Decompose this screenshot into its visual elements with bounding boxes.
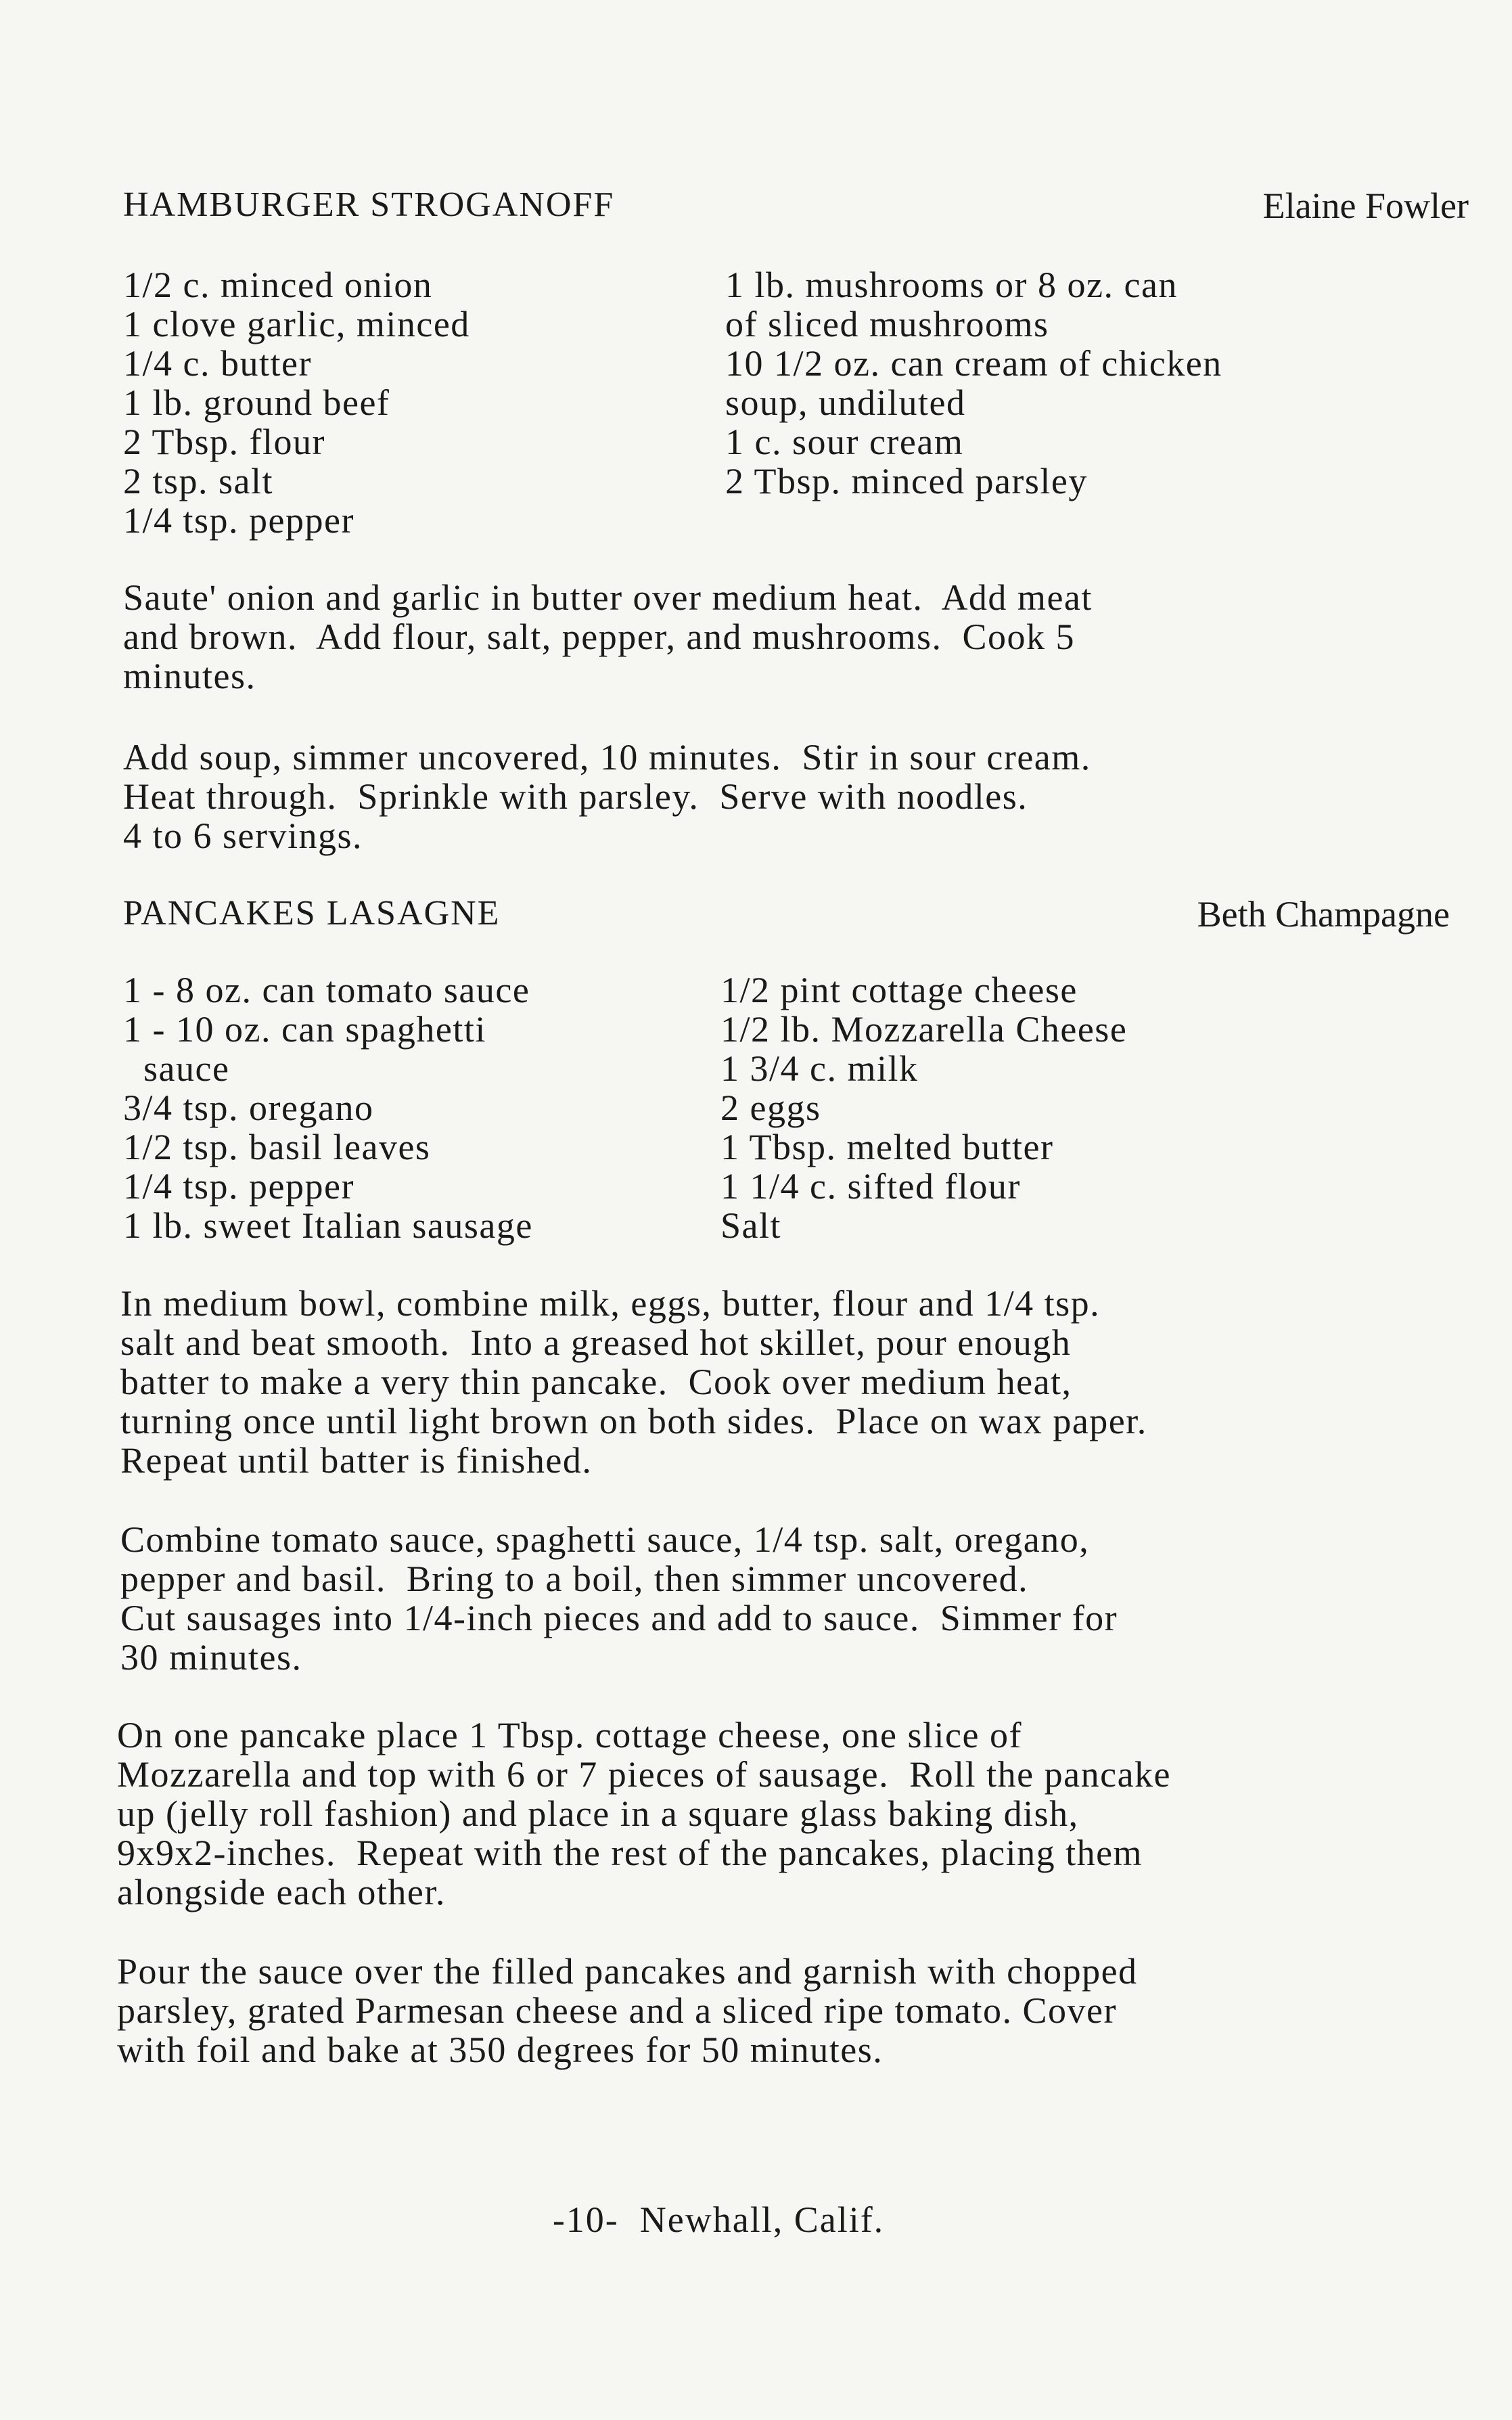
text-line: 1 1/4 c. sifted flour — [720, 1166, 1021, 1207]
text-line: Repeat until batter is finished. — [120, 1440, 593, 1481]
text-line: 1/4 tsp. pepper — [123, 500, 354, 541]
text-line: 1 - 8 oz. can tomato sauce — [123, 970, 530, 1010]
recipe-title: HAMBURGER STROGANOFF — [123, 185, 615, 224]
text-line: with foil and bake at 350 degrees for 50 minutes. — [117, 2030, 884, 2070]
text-line: and brown. Add flour, salt, pepper, and mushrooms. Cook 5 — [123, 617, 1076, 657]
text-line: 1/2 c. minced onion — [123, 265, 433, 305]
ingredients-right — [720, 970, 1127, 1245]
text-line: pepper and basil. Bring to a boil, then simmer uncovered. — [120, 1559, 1029, 1599]
instructions-paragraph — [117, 1716, 1171, 1912]
text-line: sauce — [123, 1048, 230, 1089]
text-line: 1 c. sour cream — [725, 422, 964, 462]
text-line: salt and beat smooth. Into a greased hot skillet, pour enough — [120, 1322, 1072, 1363]
instructions-paragraph — [123, 738, 1091, 855]
text-line: Salt — [720, 1205, 782, 1246]
text-line: minutes. — [123, 656, 256, 696]
text-line: Cut sausages into 1/4-inch pieces and add to sauce. Simmer for — [120, 1598, 1118, 1638]
text-line: 1/2 tsp. basil leaves — [123, 1127, 431, 1167]
ingredients-right — [725, 265, 1222, 501]
text-line: up (jelly roll fashion) and place in a square glass baking dish, — [117, 1793, 1079, 1834]
ingredients-left — [123, 265, 470, 540]
text-line: Combine tomato sauce, spaghetti sauce, 1/4 tsp. salt, oregano, — [120, 1519, 1090, 1560]
text-line: of sliced mushrooms — [725, 304, 1049, 344]
text-line: turning once until light brown on both sides. Place on wax paper. — [120, 1401, 1147, 1441]
text-line: soup, undiluted — [725, 382, 966, 423]
instructions-paragraph — [123, 578, 1093, 696]
text-line: 1 3/4 c. milk — [720, 1048, 919, 1089]
text-line: 2 tsp. salt — [123, 461, 274, 501]
text-line: batter to make a very thin pancake. Cook over medium heat, — [120, 1362, 1072, 1402]
text-line: 1 - 10 oz. can spaghetti — [123, 1009, 486, 1050]
text-line: 1 lb. mushrooms or 8 oz. can — [725, 265, 1178, 305]
text-line: 1/4 tsp. pepper — [123, 1166, 354, 1207]
text-line: Pour the sauce over the filled pancakes and garnish with chopped — [117, 1951, 1138, 1992]
text-line: 30 minutes. — [120, 1637, 302, 1678]
recipe-title: PANCAKES LASAGNE — [123, 894, 501, 933]
instructions-paragraph — [120, 1284, 1147, 1480]
recipe-author: Beth Champagne — [1197, 894, 1450, 935]
text-line: 1/2 lb. Mozzarella Cheese — [720, 1009, 1128, 1050]
text-line: In medium bowl, combine milk, eggs, butter, flour and 1/4 tsp. — [120, 1283, 1101, 1324]
ingredients-left — [123, 970, 533, 1245]
text-line: 2 Tbsp. minced parsley — [725, 461, 1088, 501]
text-line: 3/4 tsp. oregano — [123, 1088, 374, 1128]
text-line: 1 Tbsp. melted butter — [720, 1127, 1054, 1167]
text-line: 1/2 pint cottage cheese — [720, 970, 1078, 1010]
text-line: 1 lb. sweet Italian sausage — [123, 1205, 533, 1246]
text-line: Mozzarella and top with 6 or 7 pieces of sausage. Roll the pancake — [117, 1754, 1171, 1795]
text-line: 2 eggs — [720, 1088, 821, 1128]
text-line: 9x9x2-inches. Repeat with the rest of the pancakes, placing them — [117, 1833, 1143, 1873]
text-line: 2 Tbsp. flour — [123, 422, 325, 462]
text-line: parsley, grated Parmesan cheese and a sliced ripe tomato. Cover — [117, 1990, 1117, 2031]
page-footer: -10- Newhall, Calif. — [552, 2199, 885, 2240]
text-line: Saute' onion and garlic in butter over medium heat. Add meat — [123, 577, 1093, 618]
text-line: 10 1/2 oz. can cream of chicken — [725, 343, 1222, 384]
text-line: On one pancake place 1 Tbsp. cottage cheese, one slice of — [117, 1715, 1022, 1755]
instructions-paragraph — [117, 1952, 1138, 2069]
text-line: Add soup, simmer uncovered, 10 minutes. Stir in sour cream. — [123, 737, 1091, 778]
instructions-paragraph — [120, 1520, 1118, 1677]
recipe-author: Elaine Fowler — [1262, 185, 1469, 226]
text-line: Heat through. Sprinkle with parsley. Serve with noodles. — [123, 776, 1028, 817]
text-line: 1 clove garlic, minced — [123, 304, 470, 344]
text-line: 1/4 c. butter — [123, 343, 312, 384]
text-line: alongside each other. — [117, 1872, 446, 1912]
text-line: 4 to 6 servings. — [123, 815, 363, 856]
text-line: 1 lb. ground beef — [123, 382, 390, 423]
